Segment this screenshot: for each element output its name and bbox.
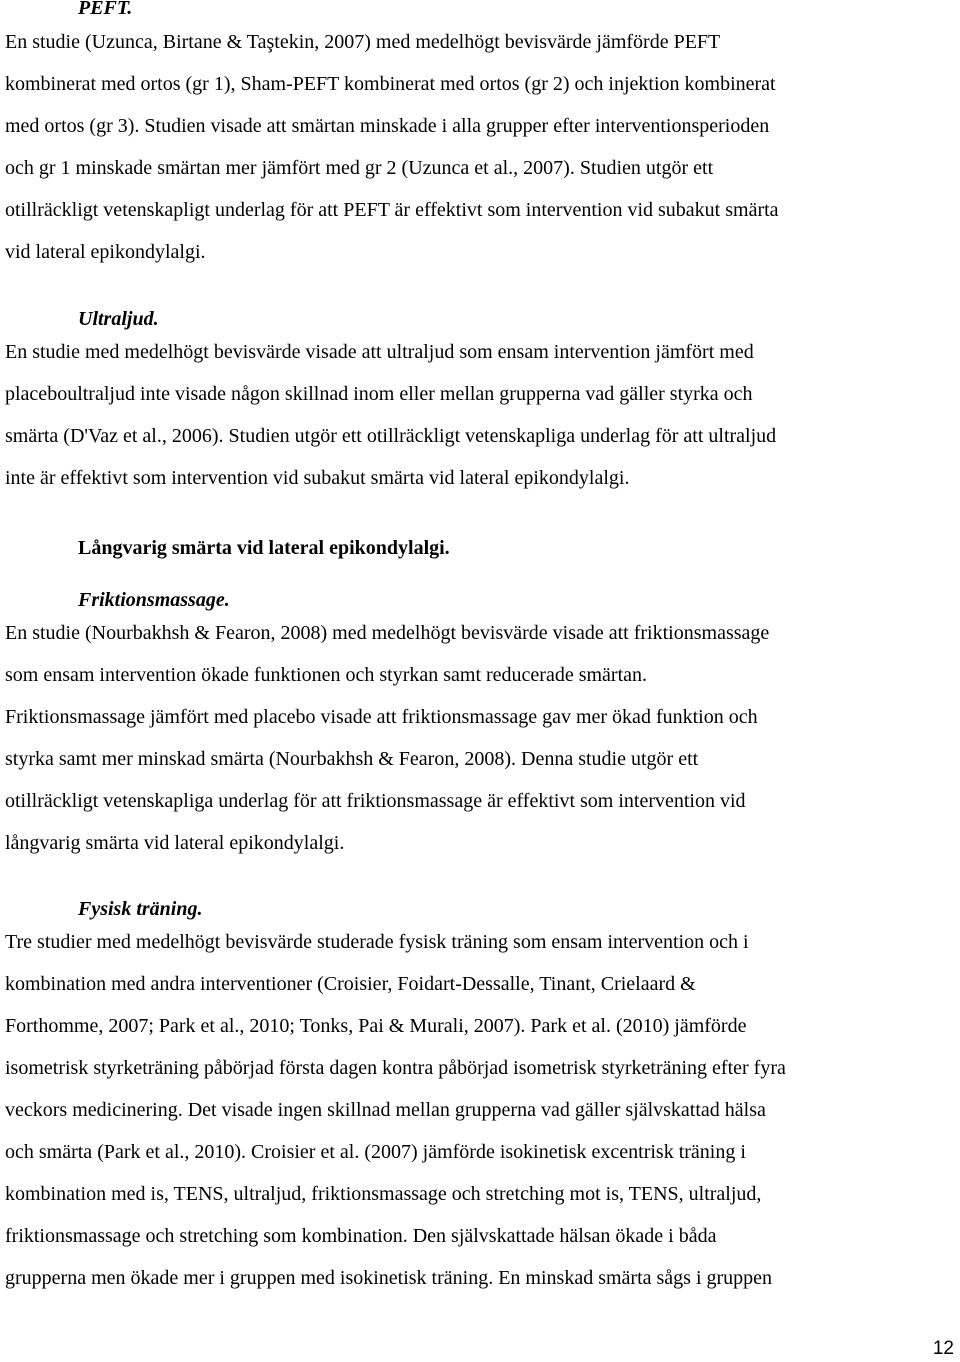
text-line: veckors medicinering. Det visade ingen skillnad mellan grupperna vad gäller självskattad hälsa: [5, 1099, 766, 1121]
text-line: långvarig smärta vid lateral epikondylalgi.: [5, 832, 345, 854]
text-line: kombination med is, TENS, ultraljud, friktionsmassage och stretching mot is, TENS, ultraljud,: [5, 1183, 762, 1205]
paragraph-fysisk-traning: [5, 921, 786, 1299]
paragraph-peft: [5, 21, 779, 273]
page-number: 12: [932, 1338, 954, 1359]
text-line: isometrisk styrketräning påbörjad första dagen kontra påbörjad isometrisk styrketräning efter fyra: [5, 1057, 786, 1079]
chapter-heading-langvarig-smarta: Långvarig smärta vid lateral epikondylalgi.: [78, 537, 450, 559]
text-line: grupperna men ökade mer i gruppen med isokinetisk träning. En minskad smärta sågs i gruppen: [5, 1267, 773, 1289]
text-line: och smärta (Park et al., 2010). Croisier et al. (2007) jämförde isokinetisk excentrisk träning i: [5, 1141, 746, 1163]
section-heading-peft: PEFT.: [78, 0, 133, 19]
text-line: Forthomme, 2007; Park et al., 2010; Tonks, Pai & Murali, 2007). Park et al. (2010) jämförde: [5, 1015, 747, 1037]
text-line: och gr 1 minskade smärtan mer jämfört med gr 2 (Uzunca et al., 2007). Studien utgör ett: [5, 157, 714, 179]
text-line: otillräckligt vetenskapliga underlag för att friktionsmassage är effektivt som intervention vid: [5, 790, 746, 812]
text-line: En studie (Nourbakhsh & Fearon, 2008) med medelhögt bevisvärde visade att friktionsmassage: [5, 622, 770, 644]
text-line: med ortos (gr 3). Studien visade att smärtan minskade i alla grupper efter interventionsperioden: [5, 115, 770, 137]
text-line: Friktionsmassage jämfört med placebo visade att friktionsmassage gav mer ökad funktion och: [5, 706, 758, 728]
text-line: Tre studier med medelhögt bevisvärde studerade fysisk träning som ensam intervention och i: [5, 931, 749, 953]
text-line: friktionsmassage och stretching som kombination. Den självskattade hälsan ökade i båda: [5, 1225, 717, 1247]
text-line: smärta (D'Vaz et al., 2006). Studien utgör ett otillräckligt vetenskapliga underlag för att ultraljud: [5, 425, 777, 447]
paragraph-ultraljud: [5, 331, 776, 499]
text-line: kombinerat med ortos (gr 1), Sham-PEFT kombinerat med ortos (gr 2) och injektion kombinerat: [5, 73, 776, 95]
text-line: En studie (Uzunca, Birtane & Taştekin, 2007) med medelhögt bevisvärde jämförde PEFT: [5, 31, 721, 53]
text-line: kombination med andra interventioner (Croisier, Foidart-Dessalle, Tinant, Crielaard &: [5, 973, 696, 995]
text-line: som ensam intervention ökade funktionen och styrkan samt reducerade smärtan.: [5, 664, 648, 686]
paragraph-friktionsmassage: [5, 612, 769, 864]
text-line: inte är effektivt som intervention vid subakut smärta vid lateral epikondylalgi.: [5, 467, 630, 489]
text-line: En studie med medelhögt bevisvärde visade att ultraljud som ensam intervention jämfört med: [5, 341, 754, 363]
section-heading-ultraljud: Ultraljud.: [78, 308, 159, 330]
text-line: vid lateral epikondylalgi.: [5, 241, 206, 263]
section-heading-fysisk-traning: Fysisk träning.: [78, 898, 203, 920]
text-line: otillräckligt vetenskapligt underlag för att PEFT är effektivt som intervention vid subakut smärta: [5, 199, 779, 221]
section-heading-friktionsmassage: Friktionsmassage.: [78, 589, 230, 611]
text-line: placeboultraljud inte visade någon skillnad inom eller mellan grupperna vad gäller styrka och: [5, 383, 753, 405]
text-line: styrka samt mer minskad smärta (Nourbakhsh & Fearon, 2008). Denna studie utgör ett: [5, 748, 699, 770]
